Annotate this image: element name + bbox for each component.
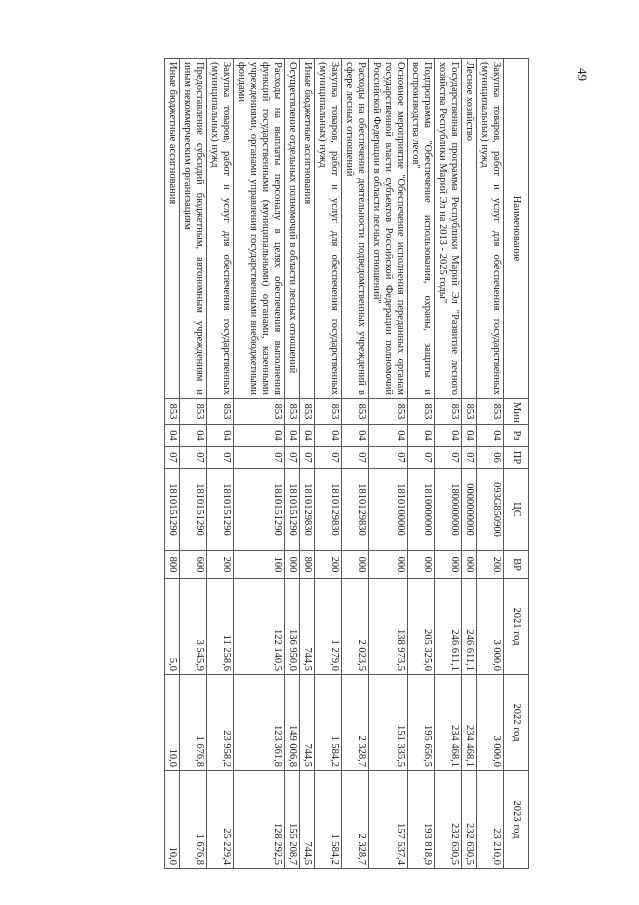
cell-cs: 1810151290: [180, 469, 207, 551]
cell-cs: 1810100000: [369, 469, 408, 551]
cell-pr: 07: [315, 447, 342, 469]
cell-min: 853: [369, 399, 408, 425]
cell-2023: 1 584,2: [315, 771, 342, 869]
cell-2021: 1 279,0: [315, 579, 342, 675]
cell-2022: 1 676,8: [180, 675, 207, 771]
cell-vr: 800: [165, 551, 180, 579]
table-header-row: [504, 59, 529, 869]
cell-vr: 100: [234, 551, 285, 579]
cell-2023: 1 676,8: [180, 771, 207, 869]
cell-min: 853: [234, 399, 285, 425]
cell-2021: 2 023,5: [342, 579, 369, 675]
cell-vr: 200: [477, 551, 504, 579]
cell-rz: 04: [408, 425, 435, 447]
cell-min: 853: [462, 399, 477, 425]
cell-2022: 1 584,2: [315, 675, 342, 771]
table-row: [369, 59, 408, 869]
cell-2021: 205 325,0: [408, 579, 435, 675]
cell-2022: 10,0: [165, 675, 180, 771]
cell-2022: 3 000,0: [477, 675, 504, 771]
table-row: [462, 59, 477, 869]
table-row: [342, 59, 369, 869]
rotated-table-container: [119, 58, 529, 868]
cell-2021: 3 000,0: [477, 579, 504, 675]
cell-vr: 600: [180, 551, 207, 579]
cell-name: Иные бюджетные ассигнования: [165, 59, 180, 399]
cell-vr: 200: [207, 551, 234, 579]
cell-cs: 1800000000: [435, 469, 462, 551]
header-cs: ЦС: [504, 469, 529, 551]
cell-2023: 155 208,7: [285, 771, 300, 869]
table-row: [408, 59, 435, 869]
cell-name: Лесное хозяйство: [462, 59, 477, 399]
table-row: [315, 59, 342, 869]
cell-2022: 151 335,5: [369, 675, 408, 771]
header-2021: 2021 год: [504, 579, 529, 675]
cell-rz: 04: [180, 425, 207, 447]
cell-cs: 1810000000: [408, 469, 435, 551]
header-2022: 2022 год: [504, 675, 529, 771]
cell-rz: 04: [462, 425, 477, 447]
cell-pr: 07: [180, 447, 207, 469]
cell-2021: 136 950,0: [285, 579, 300, 675]
table-row: [234, 59, 285, 869]
cell-2022: 23 958,2: [207, 675, 234, 771]
cell-cs: 1810151290: [207, 469, 234, 551]
cell-cs: 1810129830: [342, 469, 369, 551]
header-2023: 2023 год: [504, 771, 529, 869]
cell-2023: 232 630,5: [462, 771, 477, 869]
cell-vr: 000: [342, 551, 369, 579]
cell-min: 853: [207, 399, 234, 425]
cell-2021: 138 973,5: [369, 579, 408, 675]
header-min: Мин: [504, 399, 529, 425]
cell-2023: 744,5: [300, 771, 315, 869]
cell-2022: 234 468,1: [462, 675, 477, 771]
cell-name: Закупка товаров, работ и услуг для обеспечения государственных (муниципальных) нужд: [477, 59, 504, 399]
cell-2021: 3 545,9: [180, 579, 207, 675]
cell-pr: 07: [207, 447, 234, 469]
cell-2023: 10,0: [165, 771, 180, 869]
cell-name: Расходы на обеспечение деятельности подведомственных учреждений в сфере лесных отношений: [342, 59, 369, 399]
cell-rz: 04: [369, 425, 408, 447]
cell-2023: 232 630,5: [435, 771, 462, 869]
cell-pr: 07: [462, 447, 477, 469]
table-body: [165, 59, 504, 869]
cell-cs: 1810151290: [234, 469, 285, 551]
cell-rz: 04: [234, 425, 285, 447]
cell-vr: 000: [462, 551, 477, 579]
cell-rz: 04: [342, 425, 369, 447]
cell-2023: 25 229,4: [207, 771, 234, 869]
cell-min: 853: [180, 399, 207, 425]
cell-name: Подпрограмма "Обеспечение использования, охраны, защиты и воспроизводства лесов": [408, 59, 435, 399]
cell-min: 853: [165, 399, 180, 425]
cell-name: Иные бюджетные ассигнования: [300, 59, 315, 399]
cell-2021: 122 140,5: [234, 579, 285, 675]
cell-min: 853: [300, 399, 315, 425]
cell-name: Предоставление субсидий бюджетным, автономным учреждениям и иным некоммерческим организациям: [180, 59, 207, 399]
table-row: [477, 59, 504, 869]
cell-cs: 1810151290: [285, 469, 300, 551]
cell-2021: 744,5: [300, 579, 315, 675]
cell-min: 853: [315, 399, 342, 425]
cell-2023: 2 328,7: [342, 771, 369, 869]
cell-pr: 07: [369, 447, 408, 469]
cell-rz: 04: [207, 425, 234, 447]
cell-min: 853: [408, 399, 435, 425]
header-vr: ВР: [504, 551, 529, 579]
table-row: [285, 59, 300, 869]
cell-cs: 1810129830: [315, 469, 342, 551]
cell-2021: 246 611,1: [462, 579, 477, 675]
cell-name: Закупка товаров, работ и услуг для обеспечения государственных (муниципальных) нужд: [315, 59, 342, 399]
cell-2023: 23 210,0: [477, 771, 504, 869]
cell-2021: 5,0: [165, 579, 180, 675]
cell-rz: 04: [285, 425, 300, 447]
cell-min: 853: [477, 399, 504, 425]
cell-vr: 000: [435, 551, 462, 579]
table-row: [207, 59, 234, 869]
cell-min: 853: [285, 399, 300, 425]
cell-rz: 04: [435, 425, 462, 447]
table-row: [435, 59, 462, 869]
cell-name: Закупка товаров, работ и услуг для обеспечения государственных (муниципальных) нужд: [207, 59, 234, 399]
cell-min: 853: [342, 399, 369, 425]
cell-pr: 07: [342, 447, 369, 469]
cell-2021: 11 258,6: [207, 579, 234, 675]
cell-2022: 234 468,1: [435, 675, 462, 771]
cell-2023: 157 537,4: [369, 771, 408, 869]
cell-2021: 246 611,1: [435, 579, 462, 675]
table-row: [180, 59, 207, 869]
cell-vr: 000: [285, 551, 300, 579]
cell-pr: 07: [408, 447, 435, 469]
budget-table: [164, 58, 529, 869]
table-row: [300, 59, 315, 869]
cell-cs: 093G850900: [477, 469, 504, 551]
cell-cs: 1810151290: [165, 469, 180, 551]
cell-rz: 04: [165, 425, 180, 447]
cell-rz: 04: [300, 425, 315, 447]
cell-cs: 1810129830: [300, 469, 315, 551]
cell-2022: 744,5: [300, 675, 315, 771]
cell-vr: 200: [315, 551, 342, 579]
cell-rz: 04: [315, 425, 342, 447]
header-pr: ПР: [504, 447, 529, 469]
cell-2023: 193 818,9: [408, 771, 435, 869]
cell-name: Осуществление отдельных полномочий в области лесных отношений: [285, 59, 300, 399]
page-number: 49: [575, 68, 590, 81]
table-row: [165, 59, 180, 869]
cell-2022: 2 328,7: [342, 675, 369, 771]
cell-2022: 149 006,8: [285, 675, 300, 771]
cell-2022: 195 656,5: [408, 675, 435, 771]
cell-2023: 128 292,5: [234, 771, 285, 869]
cell-pr: 07: [285, 447, 300, 469]
cell-rz: 04: [477, 425, 504, 447]
cell-pr: 06: [477, 447, 504, 469]
cell-min: 853: [435, 399, 462, 425]
cell-vr: 000: [408, 551, 435, 579]
cell-name: Основное мероприятие "Обеспечение исполнения переданных органам государственной власти субъектов Российской Федерации полномочий Российской Федерации в области лесных отношений": [369, 59, 408, 399]
cell-cs: 0000000000: [462, 469, 477, 551]
cell-name: Государственная программа Республики Марий Эл "Развитие лесного хозяйства Республики Марий Эл на 2013 - 2025 годы": [435, 59, 462, 399]
cell-pr: 07: [165, 447, 180, 469]
header-name: Наименование: [504, 59, 529, 399]
cell-pr: 07: [435, 447, 462, 469]
cell-pr: 07: [234, 447, 285, 469]
cell-pr: 07: [300, 447, 315, 469]
cell-name: Расходы на выплаты персоналу в целях обеспечения выполнения функций государственными (муниципальными) органами, казенными учреждениями, органами управления государственными внебюджетными фондами: [234, 59, 285, 399]
header-rz: Рз: [504, 425, 529, 447]
cell-vr: 000: [369, 551, 408, 579]
cell-vr: 800: [300, 551, 315, 579]
cell-2022: 123 361,8: [234, 675, 285, 771]
